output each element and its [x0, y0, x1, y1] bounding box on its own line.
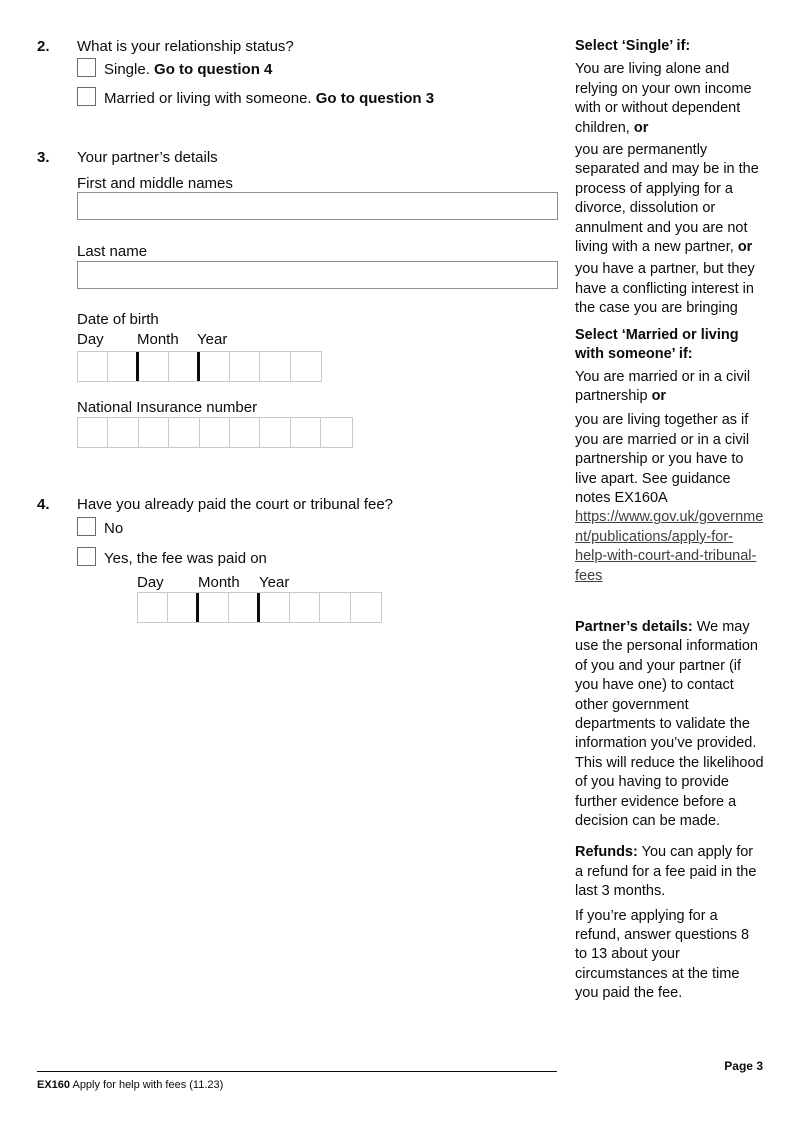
date-cell[interactable] — [200, 418, 230, 447]
date-cell[interactable] — [291, 352, 321, 381]
single-guidance-para-1-text: You are living alone and relying on your own income with or without dependent children, — [575, 61, 752, 136]
date-cell[interactable] — [260, 418, 290, 447]
option-no — [77, 517, 123, 538]
option-yes — [77, 547, 267, 568]
fee-day-label: Day — [137, 574, 164, 591]
date-cell[interactable] — [139, 352, 169, 381]
date-cell[interactable] — [78, 352, 108, 381]
form-code: EX160 — [37, 1079, 71, 1091]
form-title: Apply for help with fees (11.23) — [70, 1079, 224, 1091]
option-single-goto: Go to question 4 — [154, 61, 273, 78]
dob-day-label: Day — [77, 331, 104, 348]
question-2-text: What is your relationship status? — [77, 38, 294, 55]
single-guidance-para-1-or: or — [633, 119, 649, 136]
date-cell[interactable] — [200, 352, 230, 381]
question-3-text: Your partner’s details — [77, 149, 218, 166]
refunds-text: You can apply for a refund for a fee paid in the last 3 months. — [575, 844, 757, 900]
married-guidance-para-1 — [575, 368, 765, 407]
married-guidance-heading: Select ‘Married or living with someone’ if: — [575, 326, 739, 363]
partner-details-note — [575, 618, 765, 831]
date-cell[interactable] — [108, 418, 138, 447]
refunds-note-2: If you’re applying for a refund, answer questions 8 to 13 about your circumstances at the time you paid the fee. — [575, 907, 750, 1002]
date-cell[interactable] — [321, 418, 351, 447]
refunds-note — [575, 843, 765, 901]
ni-number-grid — [77, 417, 353, 448]
married-guidance-para-1-text: You are married or in a civil partnership — [575, 368, 751, 404]
married-guidance-para-2 — [575, 411, 765, 586]
first-names-input[interactable] — [77, 192, 558, 220]
date-cell[interactable] — [138, 593, 168, 622]
date-cell[interactable] — [169, 418, 199, 447]
option-yes-label: Yes, the fee was paid on — [104, 550, 267, 567]
married-guidance-para-2-text: you are living together as if you are married or in a civil partnership or you have to live apart. See guidance notes EX160A — [575, 412, 750, 506]
single-guidance-para-2-text: you are permanently separated and may be in the process of applying for a divorce, dissolution or annulment and you are not living with a new partner, — [575, 142, 759, 256]
partner-details-lead: Partner’s details: — [575, 618, 693, 635]
fee-month-label: Month — [198, 574, 240, 591]
last-name-input[interactable] — [77, 261, 558, 289]
first-names-label: First and middle names — [77, 175, 233, 192]
date-cell[interactable] — [230, 352, 260, 381]
date-cell[interactable] — [199, 593, 229, 622]
date-cell[interactable] — [260, 352, 290, 381]
date-cell[interactable] — [290, 593, 320, 622]
last-name-label: Last name — [77, 243, 148, 260]
date-cell[interactable] — [78, 418, 108, 447]
question-3-number: 3. — [37, 149, 50, 166]
date-cell[interactable] — [139, 418, 169, 447]
option-no-label: No — [104, 520, 124, 537]
question-4-text: Have you already paid the court or tribunal fee? — [77, 496, 394, 513]
single-guidance-para-2-or: or — [737, 239, 753, 256]
dob-label: Date of birth — [77, 311, 159, 328]
yes-checkbox[interactable] — [77, 547, 96, 566]
fee-date-grid — [137, 592, 382, 623]
date-cell[interactable] — [169, 352, 199, 381]
single-guidance-para-1 — [575, 60, 765, 138]
single-guidance-para-3: you have a partner, but they have a conflicting interest in the case you are bringing — [575, 261, 755, 317]
option-married-label — [104, 87, 434, 108]
option-married-text: Married or living with someone. — [104, 90, 316, 107]
date-cell[interactable] — [291, 418, 321, 447]
married-checkbox[interactable] — [77, 87, 96, 106]
married-guidance-para-1-or: or — [651, 387, 667, 404]
dob-month-label: Month — [137, 331, 179, 348]
ni-number-label: National Insurance number — [77, 399, 258, 416]
footer-divider — [37, 1071, 557, 1072]
page-number: Page 3 — [724, 1059, 763, 1073]
date-cell[interactable] — [260, 593, 290, 622]
date-cell[interactable] — [229, 593, 259, 622]
no-checkbox[interactable] — [77, 517, 96, 536]
partner-details-text: We may use the personal information of you and your partner (if you have one) to contact other government departments to validate the information you’ve provided. This will reduce the likelihood of you having to provide further evidence before a decision can be made. — [575, 618, 764, 830]
question-2-number: 2. — [37, 38, 50, 55]
refunds-lead: Refunds: — [575, 844, 638, 861]
dob-date-grid — [77, 351, 322, 382]
date-cell[interactable] — [320, 593, 350, 622]
date-cell[interactable] — [108, 352, 138, 381]
single-checkbox[interactable] — [77, 58, 96, 77]
option-single-label — [104, 58, 272, 79]
footer-form-id — [37, 1079, 223, 1091]
guidance-notes-link[interactable]: https://www.gov.uk/government/publications/apply-for-help-with-court-and-tribunal-fees — [575, 509, 764, 584]
option-married-goto: Go to question 3 — [315, 90, 435, 107]
dob-year-label: Year — [197, 331, 228, 348]
date-cell[interactable] — [230, 418, 260, 447]
date-cell[interactable] — [168, 593, 198, 622]
option-single-text: Single. — [104, 61, 155, 78]
option-married — [77, 87, 434, 108]
question-4-number: 4. — [37, 496, 50, 513]
single-guidance-para-2 — [575, 141, 765, 257]
option-single — [77, 58, 272, 79]
fee-year-label: Year — [259, 574, 290, 591]
guidance-sidebar — [575, 37, 765, 1004]
single-guidance-heading: Select ‘Single’ if: — [575, 38, 691, 54]
date-cell[interactable] — [351, 593, 381, 622]
